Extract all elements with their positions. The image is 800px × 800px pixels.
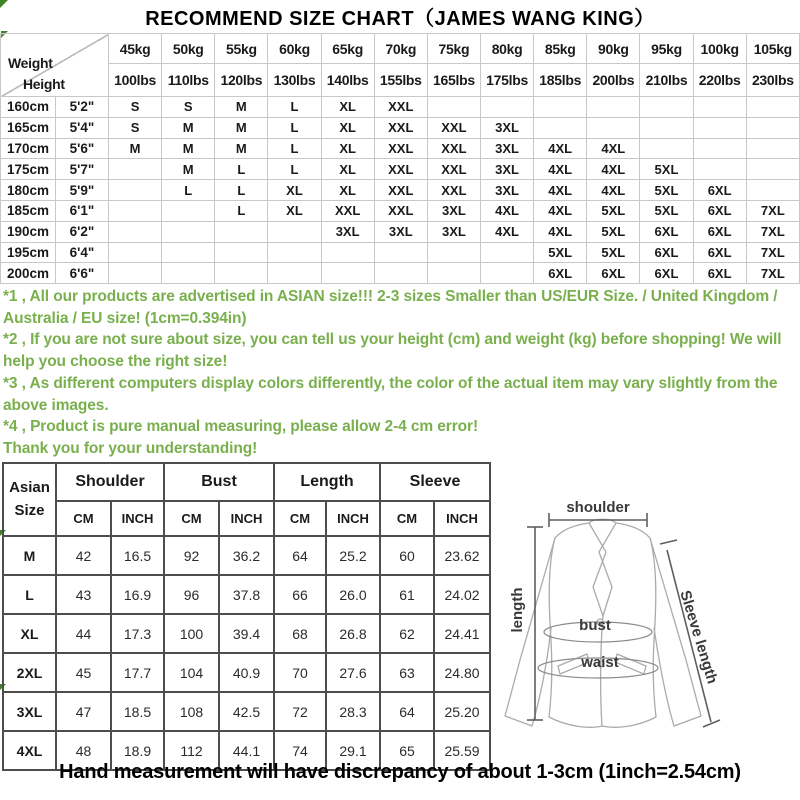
measure-value-cell: 29.1 [326, 731, 380, 770]
recommended-size-cell: XL [268, 200, 321, 221]
measure-value-cell: 72 [274, 692, 326, 731]
weight-kg-header: 45kg [109, 34, 162, 64]
bust-diagram-label: bust [579, 617, 611, 634]
recommended-size-cell: L [215, 180, 268, 201]
recommended-size-cell: XXL [427, 117, 480, 138]
measure-value-cell: 112 [164, 731, 219, 770]
note-thanks: Thank you for your understanding! [3, 439, 258, 457]
size-label: Size [14, 501, 45, 519]
measure-row [3, 575, 490, 614]
height-ft-cell: 6'2" [56, 221, 109, 242]
weight-lbs-header: 155lbs [374, 64, 427, 97]
size-matrix-row [1, 200, 800, 221]
weight-lbs-header: 140lbs [321, 64, 374, 97]
waist-diagram-label: waist [581, 654, 619, 671]
length-header: Length [274, 463, 380, 501]
recommended-size-cell: L [268, 159, 321, 180]
measure-units-row [3, 501, 490, 536]
recommended-size-cell [109, 263, 162, 284]
recommended-size-cell [427, 97, 480, 118]
weight-kg-header: 80kg [480, 34, 533, 64]
asian-label: Asian [9, 479, 50, 496]
measure-value-cell: 62 [380, 614, 434, 653]
recommended-size-cell: 4XL [587, 159, 640, 180]
measure-value-cell: 47 [56, 692, 111, 731]
unit-header: CM [164, 501, 219, 536]
recommended-size-cell: 3XL [480, 138, 533, 159]
measure-value-cell: 40.9 [219, 653, 274, 692]
recommended-size-cell: XXL [374, 117, 427, 138]
weight-kg-header: 60kg [268, 34, 321, 64]
recommended-size-cell: 4XL [534, 200, 587, 221]
measure-value-cell: 39.4 [219, 614, 274, 653]
height-ft-cell: 5'9" [56, 180, 109, 201]
recommended-size-cell [427, 242, 480, 263]
recommended-size-cell: 5XL [534, 242, 587, 263]
measure-value-cell: 64 [380, 692, 434, 731]
measure-size-cell: XL [3, 614, 56, 653]
recommended-size-cell: 4XL [534, 138, 587, 159]
recommended-size-cell: 5XL [640, 159, 693, 180]
recommended-size-cell: M [162, 138, 215, 159]
recommended-size-cell: M [215, 97, 268, 118]
recommended-size-cell: 5XL [640, 200, 693, 221]
recommended-size-cell: XXL [427, 138, 480, 159]
weight-kg-header: 70kg [374, 34, 427, 64]
recommended-size-cell: S [109, 117, 162, 138]
weight-height-corner-cell [1, 34, 109, 97]
height-cm-cell: 180cm [1, 180, 56, 201]
weight-kg-header: 50kg [162, 34, 215, 64]
recommended-size-cell: S [162, 97, 215, 118]
shoulder-header: Shoulder [56, 463, 164, 501]
recommended-size-cell: 7XL [746, 200, 799, 221]
size-matrix-row [1, 180, 800, 201]
recommended-size-cell [109, 242, 162, 263]
size-matrix-row [1, 221, 800, 242]
recommended-size-cell: 3XL [374, 221, 427, 242]
height-ft-cell: 6'1" [56, 200, 109, 221]
recommended-size-cell: 3XL [427, 200, 480, 221]
measure-value-cell: 60 [380, 536, 434, 575]
recommended-size-cell: 4XL [534, 221, 587, 242]
height-cm-cell: 165cm [1, 117, 56, 138]
recommended-size-cell: 4XL [534, 180, 587, 201]
recommended-size-cell: XL [321, 97, 374, 118]
size-recommendation-table [0, 33, 800, 284]
recommended-size-cell: L [268, 117, 321, 138]
recommended-size-cell: 6XL [640, 263, 693, 284]
recommended-size-cell [109, 180, 162, 201]
recommended-size-cell: 4XL [587, 180, 640, 201]
unit-header: CM [380, 501, 434, 536]
recommended-size-cell: 6XL [534, 263, 587, 284]
recommended-size-cell: L [215, 159, 268, 180]
height-ft-cell: 6'6" [56, 263, 109, 284]
sleeve-header: Sleeve [380, 463, 490, 501]
measure-value-cell: 48 [56, 731, 111, 770]
recommended-size-cell: 3XL [427, 221, 480, 242]
recommended-size-cell [693, 138, 746, 159]
recommended-size-cell: XXL [374, 180, 427, 201]
page-title: RECOMMEND SIZE CHART（JAMES WANG KING） [145, 8, 655, 30]
recommended-size-cell: 6XL [640, 242, 693, 263]
weight-lbs-header: 110lbs [162, 64, 215, 97]
weight-kg-header: 95kg [640, 34, 693, 64]
height-cm-cell: 200cm [1, 263, 56, 284]
recommended-size-cell: M [215, 138, 268, 159]
recommended-size-cell: XXL [374, 138, 427, 159]
hand-measurement-note: Hand measurement will have discrepancy of about 1-3cm (1inch=2.54cm) [59, 761, 741, 783]
size-matrix-row [1, 263, 800, 284]
recommended-size-cell: M [162, 159, 215, 180]
recommended-size-cell [693, 97, 746, 118]
recommended-size-cell [693, 117, 746, 138]
recommended-size-cell: L [215, 200, 268, 221]
measure-row [3, 536, 490, 575]
measure-value-cell: 16.5 [111, 536, 164, 575]
measure-value-cell: 70 [274, 653, 326, 692]
recommended-size-cell: 4XL [534, 159, 587, 180]
recommended-size-cell [374, 242, 427, 263]
recommended-size-cell [480, 97, 533, 118]
measure-size-cell: L [3, 575, 56, 614]
measure-value-cell: 37.8 [219, 575, 274, 614]
recommended-size-cell [374, 263, 427, 284]
measure-value-cell: 25.2 [326, 536, 380, 575]
recommended-size-cell [746, 138, 799, 159]
recommended-size-cell: 5XL [587, 242, 640, 263]
size-matrix-row [1, 242, 800, 263]
recommended-size-cell: L [268, 97, 321, 118]
recommended-size-cell [640, 117, 693, 138]
recommended-size-cell: 5XL [587, 200, 640, 221]
weight-lbs-header: 185lbs [534, 64, 587, 97]
recommended-size-cell: 3XL [321, 221, 374, 242]
recommended-size-cell: XL [321, 180, 374, 201]
recommended-size-cell [162, 263, 215, 284]
size-matrix-body [1, 97, 800, 284]
weight-lbs-header: 200lbs [587, 64, 640, 97]
measure-value-cell: 108 [164, 692, 219, 731]
measure-value-cell: 65 [380, 731, 434, 770]
recommended-size-cell [321, 263, 374, 284]
recommended-size-cell: XXL [427, 159, 480, 180]
weight-kg-header-row [1, 34, 800, 64]
height-ft-cell: 6'4" [56, 242, 109, 263]
weight-kg-header: 75kg [427, 34, 480, 64]
unit-header: INCH [326, 501, 380, 536]
measurement-table [2, 462, 489, 771]
measure-value-cell: 96 [164, 575, 219, 614]
recommended-size-cell [587, 97, 640, 118]
recommended-size-cell [746, 97, 799, 118]
measure-value-cell: 25.20 [434, 692, 490, 731]
measure-value-cell: 43 [56, 575, 111, 614]
recommended-size-cell [162, 242, 215, 263]
recommended-size-cell: XL [321, 117, 374, 138]
recommended-size-cell [162, 221, 215, 242]
measure-value-cell: 26.0 [326, 575, 380, 614]
measure-value-cell: 68 [274, 614, 326, 653]
weight-kg-header: 55kg [215, 34, 268, 64]
recommended-size-cell [746, 159, 799, 180]
height-ft-cell: 5'2" [56, 97, 109, 118]
recommended-size-cell: 6XL [693, 263, 746, 284]
recommended-size-cell [321, 242, 374, 263]
measure-value-cell: 36.2 [219, 536, 274, 575]
measure-size-cell: 2XL [3, 653, 56, 692]
measure-value-cell: 45 [56, 653, 111, 692]
jacket-measurement-diagram [490, 460, 800, 760]
note-ask-size: *2 , If you are not sure about size, you can tell us your height (cm) and weight (kg) before shopping! We will help you choose the right size! [3, 331, 782, 371]
shoulder-diagram-label: shoulder [566, 499, 630, 516]
measure-value-cell: 42.5 [219, 692, 274, 731]
recommended-size-cell [480, 242, 533, 263]
corner-weight-label: Weight [8, 55, 53, 71]
recommended-size-cell: L [162, 180, 215, 201]
weight-kg-header: 90kg [587, 34, 640, 64]
measure-value-cell: 100 [164, 614, 219, 653]
measure-row [3, 614, 490, 653]
sleeve-length-diagram-label: Sleeve length [676, 588, 721, 686]
recommended-size-cell [746, 117, 799, 138]
unit-header: INCH [111, 501, 164, 536]
recommended-size-cell [746, 180, 799, 201]
unit-header: INCH [219, 501, 274, 536]
height-ft-cell: 5'6" [56, 138, 109, 159]
unit-header: CM [274, 501, 326, 536]
unit-header: CM [56, 501, 111, 536]
weight-lbs-header: 220lbs [693, 64, 746, 97]
recommended-size-cell [480, 263, 533, 284]
height-cm-cell: 190cm [1, 221, 56, 242]
measure-value-cell: 28.3 [326, 692, 380, 731]
recommended-size-cell [587, 117, 640, 138]
recommended-size-cell [268, 242, 321, 263]
recommended-size-cell [215, 221, 268, 242]
recommended-size-cell: 7XL [746, 242, 799, 263]
notes-block [3, 286, 797, 460]
measure-value-cell: 25.59 [434, 731, 490, 770]
measure-value-cell: 24.41 [434, 614, 490, 653]
measure-group-header-row [3, 463, 490, 501]
size-matrix-row [1, 138, 800, 159]
recommended-size-cell: 3XL [480, 159, 533, 180]
recommended-size-cell: M [109, 138, 162, 159]
recommended-size-cell: M [215, 117, 268, 138]
corner-height-label: Height [23, 76, 65, 92]
measure-value-cell: 18.5 [111, 692, 164, 731]
recommended-size-cell [215, 263, 268, 284]
recommended-size-cell: XXL [374, 200, 427, 221]
measure-value-cell: 63 [380, 653, 434, 692]
measure-value-cell: 17.3 [111, 614, 164, 653]
height-ft-cell: 5'7" [56, 159, 109, 180]
recommended-size-cell: 6XL [587, 263, 640, 284]
weight-lbs-header: 130lbs [268, 64, 321, 97]
bust-header: Bust [164, 463, 274, 501]
recommended-size-cell: 4XL [587, 138, 640, 159]
recommended-size-cell: XXL [321, 200, 374, 221]
height-cm-cell: 175cm [1, 159, 56, 180]
measure-size-cell: 3XL [3, 692, 56, 731]
height-cm-cell: 195cm [1, 242, 56, 263]
size-matrix-row [1, 97, 800, 118]
weight-lbs-header: 230lbs [746, 64, 799, 97]
recommended-size-cell: XL [268, 180, 321, 201]
recommended-size-cell: S [109, 97, 162, 118]
recommended-size-cell [640, 97, 693, 118]
measure-value-cell: 64 [274, 536, 326, 575]
weight-lbs-header: 120lbs [215, 64, 268, 97]
size-matrix-row [1, 117, 800, 138]
recommended-size-cell: L [268, 138, 321, 159]
height-cm-cell: 160cm [1, 97, 56, 118]
recommended-size-cell [109, 159, 162, 180]
recommended-size-cell [427, 263, 480, 284]
measure-value-cell: 17.7 [111, 653, 164, 692]
measure-value-cell: 24.02 [434, 575, 490, 614]
measure-value-cell: 44 [56, 614, 111, 653]
recommended-size-cell: 6XL [640, 221, 693, 242]
recommended-size-cell: XL [321, 138, 374, 159]
recommended-size-cell: 3XL [480, 180, 533, 201]
recommended-size-cell: XXL [374, 97, 427, 118]
measure-table-body [3, 536, 490, 770]
weight-kg-header: 85kg [534, 34, 587, 64]
height-cm-cell: 170cm [1, 138, 56, 159]
measure-value-cell: 44.1 [219, 731, 274, 770]
recommended-size-cell [693, 159, 746, 180]
height-ft-cell: 5'4" [56, 117, 109, 138]
size-matrix-row [1, 159, 800, 180]
measure-value-cell: 27.6 [326, 653, 380, 692]
recommended-size-cell [534, 97, 587, 118]
height-cm-cell: 185cm [1, 200, 56, 221]
measure-value-cell: 26.8 [326, 614, 380, 653]
recommended-size-cell [268, 263, 321, 284]
unit-header: INCH [434, 501, 490, 536]
recommended-size-cell [109, 200, 162, 221]
recommended-size-cell: 6XL [693, 221, 746, 242]
measure-value-cell: 42 [56, 536, 111, 575]
recommended-size-cell: 4XL [480, 200, 533, 221]
recommended-size-cell: XXL [374, 159, 427, 180]
recommended-size-cell: 5XL [587, 221, 640, 242]
measure-value-cell: 74 [274, 731, 326, 770]
measure-value-cell: 24.80 [434, 653, 490, 692]
length-diagram-label: length [509, 587, 526, 633]
recommended-size-cell: M [162, 117, 215, 138]
asian-size-header-cell [3, 463, 56, 536]
recommended-size-cell [268, 221, 321, 242]
weight-lbs-header: 210lbs [640, 64, 693, 97]
recommended-size-cell: XXL [427, 180, 480, 201]
measure-row [3, 653, 490, 692]
recommended-size-cell [534, 117, 587, 138]
weight-kg-header: 65kg [321, 34, 374, 64]
weight-lbs-header: 165lbs [427, 64, 480, 97]
weight-kg-header: 100kg [693, 34, 746, 64]
measure-value-cell: 66 [274, 575, 326, 614]
note-asian-size: *1 , All our products are advertised in ASIAN size!!! 2-3 sizes Smaller than US/EUR Size. / United Kingdom / Australia / EU size! (1cm=0.394in) [3, 288, 778, 327]
recommended-size-cell: 6XL [693, 242, 746, 263]
weight-kg-header: 105kg [746, 34, 799, 64]
measure-value-cell: 23.62 [434, 536, 490, 575]
recommended-size-cell [162, 200, 215, 221]
measure-value-cell: 104 [164, 653, 219, 692]
note-manual-measuring: *4 , Product is pure manual measuring, please allow 2-4 cm error! [3, 418, 479, 436]
measure-value-cell: 92 [164, 536, 219, 575]
measure-value-cell: 16.9 [111, 575, 164, 614]
weight-lbs-header-row [1, 64, 800, 97]
recommended-size-cell [109, 221, 162, 242]
recommended-size-cell [640, 138, 693, 159]
recommended-size-cell: 7XL [746, 221, 799, 242]
recommended-size-cell: 7XL [746, 263, 799, 284]
measure-row [3, 692, 490, 731]
recommended-size-cell: 5XL [640, 180, 693, 201]
measure-size-cell: 4XL [3, 731, 56, 770]
recommended-size-cell: 3XL [480, 117, 533, 138]
recommended-size-cell: XL [321, 159, 374, 180]
measure-value-cell: 61 [380, 575, 434, 614]
recommended-size-cell: 6XL [693, 200, 746, 221]
note-color-difference: *3 , As different computers display colors differently, the color of the actual item may vary slightly from the above images. [3, 374, 778, 414]
measure-size-cell: M [3, 536, 56, 575]
measure-value-cell: 18.9 [111, 731, 164, 770]
recommended-size-cell: 6XL [693, 180, 746, 201]
recommended-size-cell: 4XL [480, 221, 533, 242]
recommended-size-cell [215, 242, 268, 263]
weight-lbs-header: 175lbs [480, 64, 533, 97]
weight-lbs-header: 100lbs [109, 64, 162, 97]
